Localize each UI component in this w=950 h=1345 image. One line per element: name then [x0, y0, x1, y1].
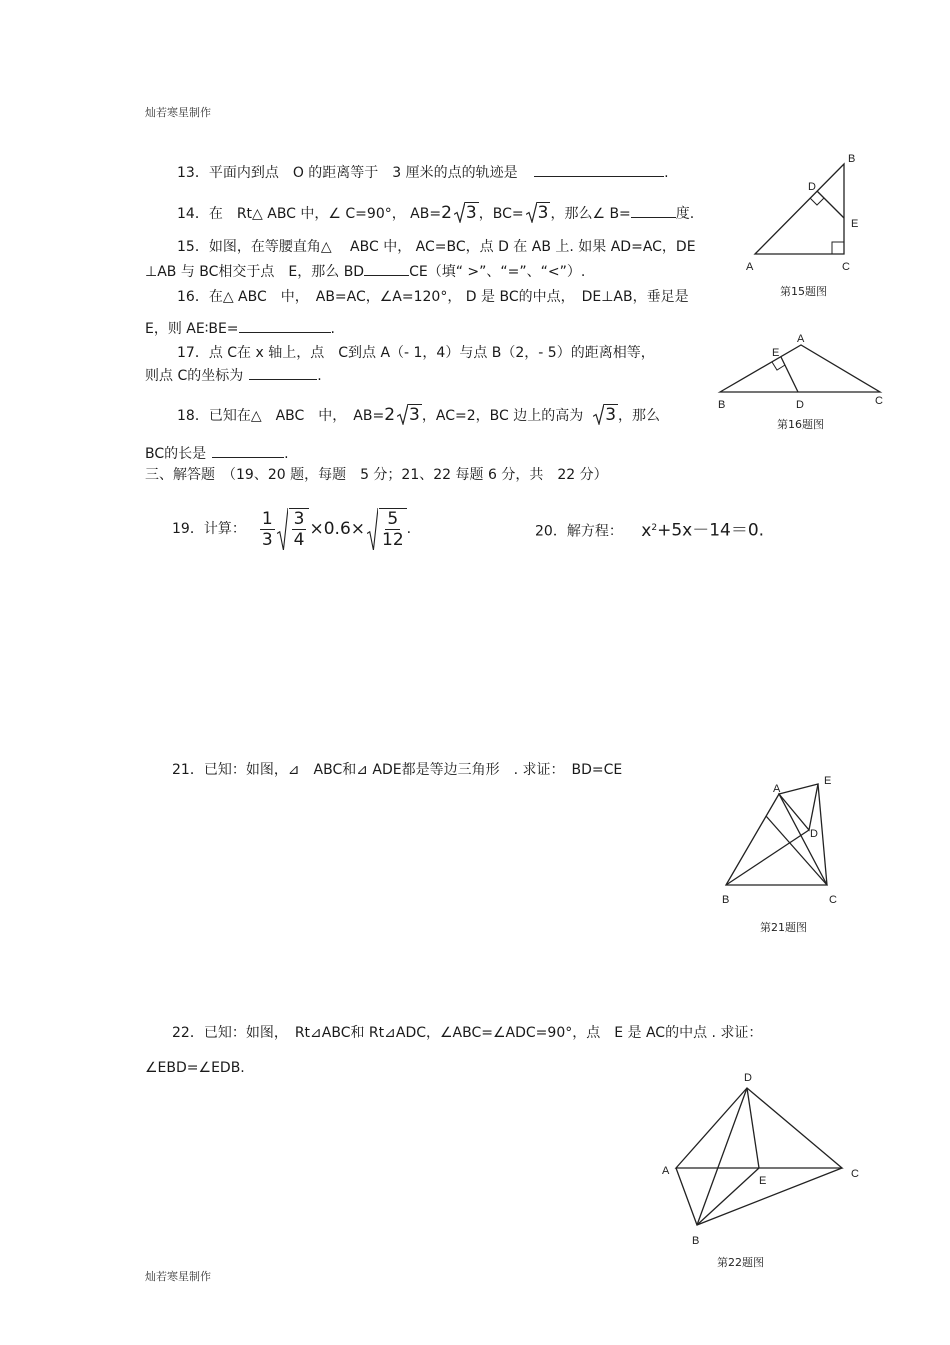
- svg-text:D: D: [796, 399, 804, 411]
- q15-text-a: ⊥AB 与 BC相交于点 E，那么 BD: [145, 264, 365, 280]
- q18-sqrt: 3: [397, 404, 422, 425]
- q19-sqrt-2: $\frac{5}{12}$: [367, 508, 407, 550]
- svg-text:E: E: [759, 1175, 767, 1187]
- q13-text: 平面内到点 O 的距离等于 3 厘米的点的轨迹是: [208, 165, 518, 181]
- q18-text-b: ，AC=2，BC 边上的高为: [421, 408, 584, 424]
- q18-text-a: 18．已知在△ ABC 中， AB=: [177, 408, 385, 424]
- question-18-line2: [145, 443, 289, 464]
- q19-fraction-1: $\frac{1}{3}$: [261, 508, 273, 550]
- svg-text:D: D: [808, 181, 816, 193]
- q19-sqrt-1: $\frac{3}{4}$: [277, 508, 310, 550]
- q14-text-d: 度.: [675, 206, 695, 222]
- question-22-line2: ∠EBD=∠EDB.: [145, 1060, 245, 1076]
- figure-16: [712, 330, 892, 415]
- question-21: 21．已知：如图，⊿ ABC和⊿ ADE都是等边三角形 . 求证： BD=CE: [172, 762, 623, 778]
- svg-text:E: E: [851, 218, 859, 230]
- q14-blank[interactable]: [631, 203, 676, 218]
- svg-text:E: E: [824, 775, 832, 787]
- question-19: [172, 503, 411, 555]
- svg-text:C: C: [851, 1168, 859, 1180]
- q16-blank[interactable]: [239, 318, 331, 333]
- svg-text:A: A: [773, 783, 781, 795]
- svg-text:C: C: [829, 894, 837, 906]
- q20-label: 20．解方程：: [535, 523, 623, 540]
- q17-end: .: [317, 368, 322, 384]
- figure-22-caption: 第22题图: [717, 1256, 764, 1269]
- svg-text:C: C: [875, 395, 883, 407]
- q20-rest: +5x－14＝0.: [657, 520, 765, 541]
- question-17-line2: [145, 365, 322, 386]
- q16-end: .: [330, 321, 335, 337]
- question-22-line1: 22．已知：如图， Rt⊿ABC和 Rt⊿ADC，∠ABC=∠ADC=90°，点 E 是 AC的中点 . 求证：: [172, 1025, 763, 1041]
- q14-text-b: ，BC=: [478, 206, 524, 222]
- page-header: 灿若寒星制作: [145, 106, 211, 119]
- q13-end: .: [664, 165, 669, 181]
- q15-blank[interactable]: [364, 261, 409, 276]
- q14-sqrt: 3: [454, 202, 479, 223]
- q17-text: 则点 C的坐标为: [145, 368, 244, 384]
- question-13: [177, 162, 669, 183]
- svg-text:E: E: [772, 347, 780, 359]
- q19-mid: ×0.6×: [309, 519, 366, 539]
- q13-number: 13．: [177, 165, 209, 181]
- q18-text-c: ，那么: [618, 408, 661, 424]
- q20-sup: 2: [651, 523, 658, 533]
- q17-blank[interactable]: [249, 365, 317, 380]
- question-20: [535, 518, 764, 542]
- svg-text:A: A: [662, 1165, 670, 1177]
- figure-22: [655, 1068, 870, 1253]
- q18-sqrt2: 3: [593, 404, 618, 425]
- svg-text:B: B: [718, 399, 726, 411]
- svg-text:B: B: [722, 894, 730, 906]
- q19-end: .: [406, 521, 412, 537]
- question-15-line1: 15．如图，在等腰直角△ ABC 中， AC=BC，点 D 在 AB 上. 如果 AD=AC，DE: [177, 239, 696, 255]
- figure-21: [710, 770, 850, 910]
- figure-15: [740, 148, 870, 298]
- svg-text:D: D: [744, 1072, 752, 1084]
- question-18-line1: [177, 404, 660, 426]
- q18-end: .: [284, 446, 289, 462]
- q18-blank[interactable]: [212, 443, 284, 458]
- q14-coef: 2: [441, 203, 452, 223]
- q16-text: E，则 AE∶BE=: [145, 321, 239, 337]
- q19-label: 19．计算：: [172, 521, 246, 537]
- page-footer: 灿若寒星制作: [145, 1270, 211, 1283]
- question-17-line1: 17．点 C在 x 轴上，点 C到点 A（- 1，4）与点 B（2，- 5）的距离相等，: [177, 345, 655, 361]
- figure-21-caption: 第21题图: [760, 921, 807, 934]
- section-3-heading: 三、解答题 （19、20 题，每题 5 分；21、22 每题 6 分，共 22 分）: [145, 467, 608, 483]
- question-16-line2: [145, 318, 335, 339]
- svg-text:B: B: [692, 1235, 700, 1247]
- q15-text-b: CE（填“ >”、“=”、“<”）.: [409, 264, 586, 280]
- figure-15-caption: 第15题图: [780, 285, 827, 298]
- q20-x: x: [641, 520, 652, 541]
- q18-coef: 2: [384, 405, 396, 425]
- q14-sqrt2: 3: [526, 202, 551, 223]
- q14-text-a: 14．在 Rt△ ABC 中，∠ C=90°， AB=: [177, 206, 442, 222]
- q14-text-c: ，那么∠ B=: [550, 206, 631, 222]
- svg-text:D: D: [810, 828, 818, 840]
- question-16-line1: 16．在△ ABC 中， AB=AC，∠A=120°， D 是 BC的中点， DE⊥AB，垂足是: [177, 289, 689, 305]
- svg-text:A: A: [746, 261, 754, 273]
- question-14: [177, 202, 694, 224]
- svg-text:B: B: [848, 153, 856, 165]
- svg-text:A: A: [797, 333, 805, 345]
- figure-16-caption: 第16题图: [777, 418, 824, 431]
- q13-blank[interactable]: [534, 162, 664, 177]
- q18-text-line2: BC的长是: [145, 446, 207, 462]
- svg-text:C: C: [842, 261, 850, 273]
- question-15-line2: [145, 261, 585, 282]
